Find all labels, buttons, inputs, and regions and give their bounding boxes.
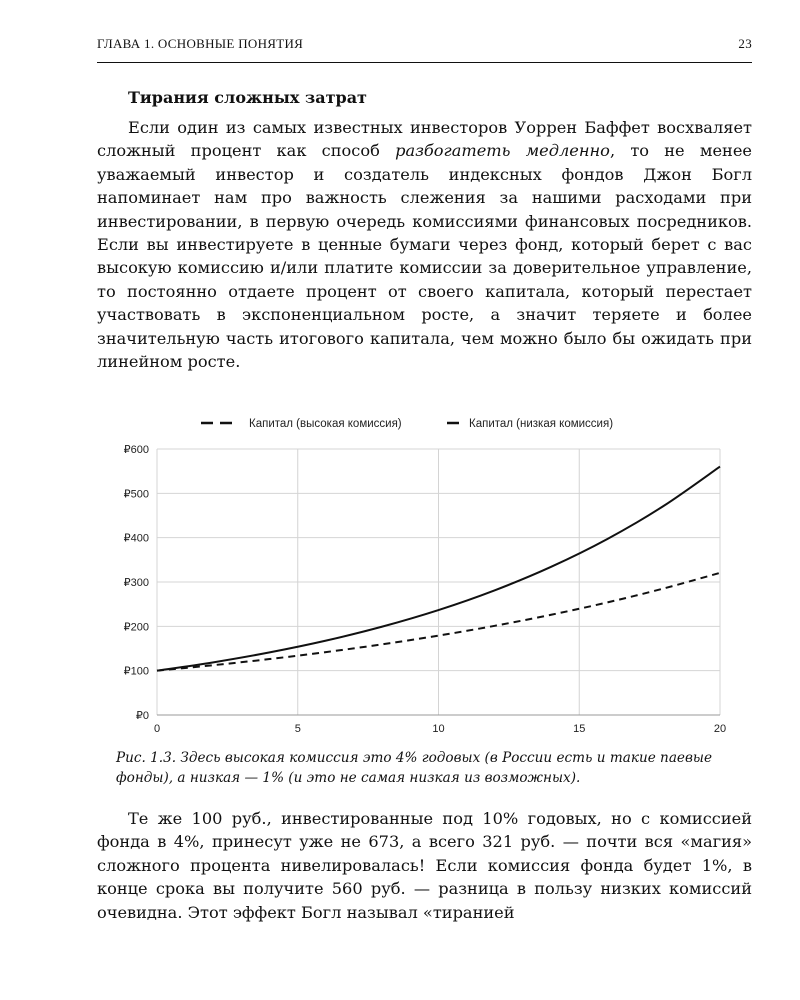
running-header [97,34,752,56]
chart-legend [201,418,613,430]
y-tick-label: ₽400 [123,532,149,545]
y-tick-label: ₽200 [123,621,149,634]
header-rule [97,62,752,63]
chapter-title: ГЛАВА 1. ОСНОВНЫЕ ПОНЯТИЯ [97,36,304,51]
x-tick-label: 5 [294,723,301,735]
y-tick-label: ₽500 [123,488,149,501]
y-tick-label: ₽100 [123,665,149,678]
body-paragraph-1 [97,116,752,373]
legend-item-low-fee-label: Капитал (низкая комиссия) [469,418,614,430]
page-number: 23 [738,36,752,51]
x-tick-label: 10 [432,723,445,735]
figure-caption: Рис. 1.3. Здесь высокая комиссия это 4% годовых (в России есть и такие паевые фонды), а низкая — 1% (и это не самая низкая из возможных). [116,750,712,786]
x-tick-label: 0 [153,723,161,735]
paragraph-1-emphasis: разбогатеть медленно [395,141,610,161]
x-tick-label: 15 [573,723,586,735]
capital-growth-chart [97,405,752,750]
paragraph-1-text-a: Если один из самых известных инвесторов Уоррен Баффет восхваляет сложный процент как способ [97,118,752,161]
paragraph-1-text-b: , то не менее уважаемый инвестор и создатель индексных фондов Джон Богл напоминает нам про важность слежения за нашими расходами при инвестировании, в первую очередь комиссиями финансовых посредников. Если вы инвестируете в ценные бумаги через фонд, который берет с вас высокую комиссию и/или платите комиссии за доверительное управление, то постоянно отдаете процент от своего капитала, который перестает участвовать в экспоненциальном росте, а значит теряете и более значительную часть итогового капитала, чем можно было бы ожидать при линейном росте. [97,141,752,372]
y-tick-label: ₽0 [135,710,149,722]
x-tick-label: 20 [713,723,727,735]
chart-grid [157,449,720,715]
legend-item-high-fee-label: Капитал (высокая комиссия) [249,418,402,430]
y-tick-label: ₽300 [123,577,149,589]
chart-axes [124,444,726,735]
body-paragraph-2: Те же 100 руб., инвестированные под 10% годовых, но с комиссией фонда в 4%, принесут уже не 673, а всего 321 руб. — почти вся «магия» сложного процента нивелировалась! Если комиссия фонда будет 1%, в конце срока вы получите 560 руб. — разница в пользу низких комиссий очевидна. Этот эффект Богл называл «тиранией [97,809,752,922]
section-heading: Тирания сложных затрат [128,88,367,107]
y-tick-label: ₽600 [123,444,149,456]
